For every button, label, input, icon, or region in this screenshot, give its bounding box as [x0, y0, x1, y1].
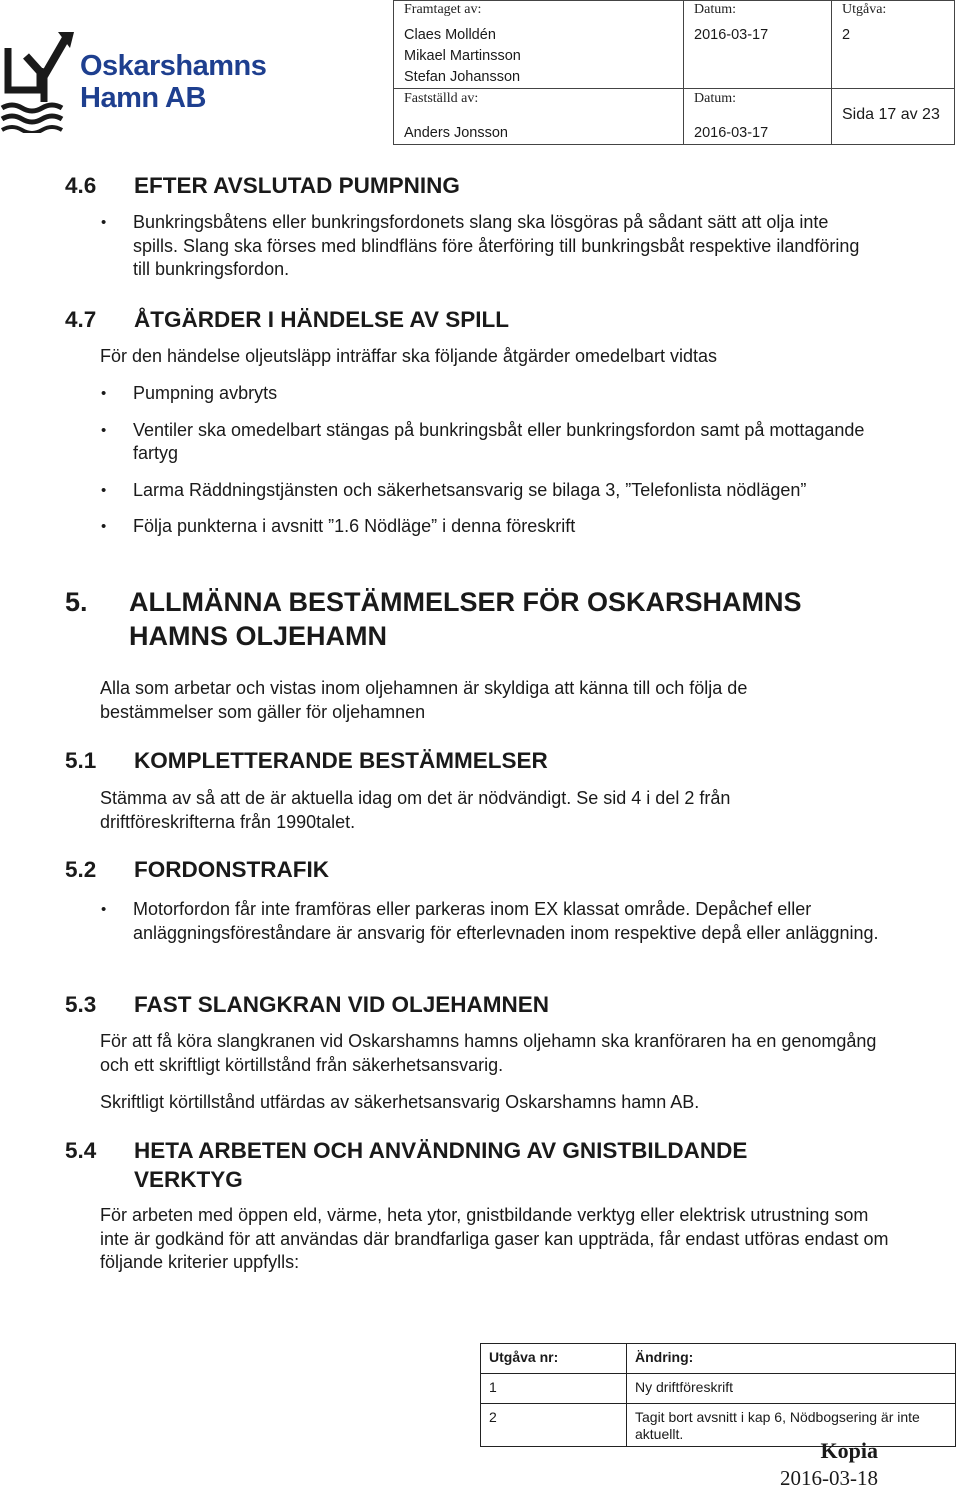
list-item: • Ventiler ska omedelbart stängas på bunkringsbåt eller bunkringsfordon samt på mottagande fartyg — [65, 419, 885, 466]
section-number: 4.6 — [65, 173, 97, 198]
copy-stamp-label: Kopia — [820, 1438, 878, 1463]
revision-nr: 1 — [481, 1374, 627, 1404]
section-number: 4.7 — [65, 307, 97, 332]
section-4-6 — [65, 173, 460, 199]
section-number: 5.4 — [65, 1138, 97, 1163]
list-item: • Bunkringsbåtens eller bunkringsfordonets slang ska lösgöras på sådant sätt att olja inte spills. Slang ska förses med blindfläns före återföring till bunkringsbåt respektive ilandföring till bunkringsfordon. — [65, 211, 865, 282]
list-item: • Motorfordon får inte framföras eller parkeras inom EX klassat område. Depåchef eller anläggningsföreståndare är ansvarig för efterlevnaden inom respektive depå eller anläggning. — [65, 898, 885, 945]
section-5-1-text: Stämma av så att de är aktuella idag om det är nödvändigt. Se sid 4 i del 2 från driftföreskrifterna från 1990talet. — [100, 788, 731, 832]
page-cell — [832, 89, 955, 145]
list-item: • Pumpning avbryts — [65, 382, 885, 406]
section-4-7-bullets — [65, 382, 885, 539]
approved-by-label: Fastställd av: — [404, 91, 479, 106]
section-5-3 — [65, 992, 549, 1018]
company-logo — [0, 18, 280, 133]
section-5-4-text: För arbeten med öppen eld, värme, heta ytor, gnistbildande verktyg eller elektrisk utrustning som inte är godkänd för att användas där brandfarliga gaser kan uppträda, får endast utföras endast om följande kriterier uppfylls: — [100, 1205, 889, 1272]
section-title-line-1: ALLMÄNNA BESTÄMMELSER FÖR OSKARSHAMNS — [129, 587, 802, 617]
edition-cell — [832, 1, 955, 89]
revision-nr: 2 — [481, 1404, 627, 1447]
section-5-3-para-1: För att få köra slangkranen vid Oskarshamns hamns oljehamn ska kranföraren ha en genomgång och ett skriftligt körtillstånd från säkerhetsansvarig. — [100, 1031, 877, 1075]
section-5-3-para-2: Skriftligt körtillstånd utfärdas av säkerhetsansvarig Oskarshamns hamn AB. — [100, 1092, 700, 1112]
revision-col-header-change: Ändring: — [627, 1344, 956, 1374]
date-label-2: Datum: — [694, 91, 736, 106]
approved-by-cell — [394, 89, 684, 145]
section-4-6-bullets — [65, 211, 865, 282]
section-title: FAST SLANGKRAN VID OLJEHAMNEN — [134, 992, 550, 1017]
section-number: 5.3 — [65, 992, 97, 1017]
section-4-7 — [65, 307, 509, 333]
revision-col-header-nr: Utgåva nr: — [481, 1344, 627, 1374]
section-title: KOMPLETTERANDE BESTÄMMELSER — [134, 748, 548, 773]
date-label-1: Datum: — [694, 2, 736, 17]
section-4-7-heading — [65, 307, 509, 333]
revision-change: Tagit bort avsnitt i kap 6, Nödbogsering är inte aktuellt. — [627, 1404, 956, 1447]
date-cell-1 — [684, 1, 832, 89]
prepared-by-name-1: Claes Molldén — [404, 27, 496, 43]
logo-text-line2: Hamn AB — [80, 82, 206, 114]
section-number: 5.2 — [65, 857, 97, 882]
revision-change: Ny driftföreskrift — [627, 1374, 956, 1404]
section-5-3-heading — [65, 992, 549, 1018]
section-title: EFTER AVSLUTAD PUMPNING — [134, 173, 460, 198]
section-title: FORDONSTRAFIK — [134, 857, 329, 882]
section-5-heading — [65, 585, 801, 653]
edition-value: 2 — [842, 27, 851, 43]
section-title: ÅTGÄRDER I HÄNDELSE AV SPILL — [134, 307, 510, 332]
date-cell-2 — [684, 89, 832, 145]
section-5-4-heading — [65, 1136, 747, 1194]
page-number: Sida 17 av 23 — [842, 106, 940, 123]
copy-stamp-date: 2016-03-18 — [780, 1466, 878, 1490]
revision-table — [480, 1343, 956, 1447]
section-5-1-heading — [65, 748, 548, 774]
section-4-7-intro: För den händelse oljeutsläpp inträffar ska följande åtgärder omedelbart vidtas — [100, 346, 718, 366]
section-title-line-2: HAMNS OLJEHAMN — [129, 621, 388, 651]
document-header-table — [393, 0, 955, 145]
list-item: • Larma Räddningstjänsten och säkerhetsansvarig se bilaga 3, ”Telefonlista nödlägen” — [65, 479, 885, 503]
section-5-text: Alla som arbetar och vistas inom oljehamnen är skyldiga att känna till och följa de bestämmelser som gäller för oljehamnen — [100, 678, 748, 722]
table-row — [481, 1404, 956, 1447]
prepared-by-name-3: Stefan Johansson — [404, 69, 521, 85]
section-4-6-heading — [65, 173, 460, 199]
section-5-2-bullets — [65, 898, 885, 945]
edition-label: Utgåva: — [842, 2, 887, 17]
prepared-by-label: Framtaget av: — [404, 2, 482, 17]
section-5-4 — [65, 1136, 747, 1194]
prepared-by-name-2: Mikael Martinsson — [404, 48, 521, 64]
section-number: 5.1 — [65, 748, 97, 773]
date-value-2: 2016-03-17 — [694, 125, 769, 141]
date-value-1: 2016-03-17 — [694, 27, 769, 43]
table-row — [481, 1374, 956, 1404]
section-5-1 — [65, 748, 548, 774]
list-item: • Följa punkterna i avsnitt ”1.6 Nödläge” i denna föreskrift — [65, 515, 885, 539]
approved-by-name: Anders Jonsson — [404, 125, 508, 141]
section-5-2-heading — [65, 857, 329, 883]
logo-text-line1: Oskarshamns — [80, 50, 267, 82]
section-number: 5. — [65, 587, 88, 617]
section-5 — [65, 585, 801, 653]
section-5-2 — [65, 857, 329, 883]
section-title-line-1: HETA ARBETEN OCH ANVÄNDNING AV GNISTBILDANDE — [134, 1138, 748, 1163]
section-title-line-2: VERKTYG — [134, 1167, 243, 1192]
prepared-by-cell — [394, 1, 684, 89]
